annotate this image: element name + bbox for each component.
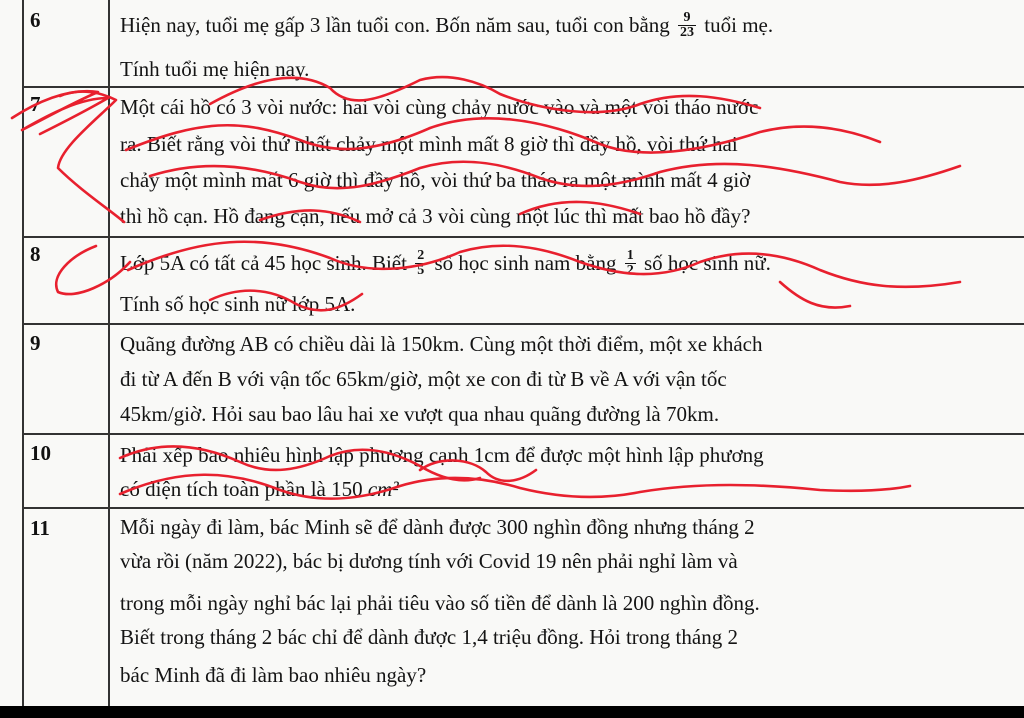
scribble-mark-problem-7-left (58, 92, 124, 222)
problem-number: 11 (30, 516, 50, 540)
text-segment: số học sinh nữ. (643, 251, 771, 275)
problem-11-line-3: trong mỗi ngày nghỉ bác lại phải tiêu vào số tiền để dành là 200 nghìn đồng. (120, 591, 760, 615)
fraction-numerator: 2 (417, 247, 425, 263)
table-left-border (22, 0, 24, 706)
problem-9-line-1: Quãng đường AB có chiều dài là 150km. Cùng một thời điểm, một xe khách (120, 332, 763, 356)
unit-cm2: cm² (367, 477, 399, 501)
problem-11-line-5: bác Minh đã đi làm bao nhiêu ngày? (120, 663, 427, 687)
problem-7-line-3: chảy một mình mất 6 giờ thì đầy hồ, vòi thứ ba tháo ra một mình mất 4 giờ (120, 168, 751, 192)
scribble-mark-problem-7-number (12, 91, 108, 134)
problem-8-line-1 (120, 247, 771, 280)
text-segment: có diện tích toàn phần là 150 (120, 477, 363, 501)
problem-9-line-2: đi từ A đến B với vận tốc 65km/giờ, một xe con đi từ B về A với vận tốc (120, 367, 727, 391)
row-divider (22, 323, 1024, 325)
scribble-mark-problem-8-left (56, 246, 130, 294)
row-divider (22, 507, 1024, 509)
fraction-denominator: 5 (417, 262, 425, 278)
table-column-divider (108, 0, 110, 706)
text-segment: Hiện nay, tuổi mẹ gấp 3 lần tuổi con. Bốn năm sau, tuổi con bằng (120, 13, 670, 37)
problem-11-line-2: vừa rồi (năm 2022), bác bị dương tính với Covid 19 nên phải nghỉ làm và (120, 549, 738, 573)
problem-number: 7 (30, 92, 41, 116)
fraction-2-5 (415, 249, 426, 278)
bottom-black-bar (0, 706, 1024, 718)
problem-11-line-4: Biết trong tháng 2 bác chỉ để dành được 1,4 triệu đồng. Hỏi trong tháng 2 (120, 625, 738, 649)
fraction-denominator: 23 (680, 24, 695, 40)
fraction-denominator: 2 (626, 262, 634, 278)
problem-7-line-2: ra. Biết rằng vòi thứ nhất chảy một mình mất 8 giờ thì đầy hồ, vòi thứ hai (120, 132, 738, 156)
problem-number: 6 (30, 8, 41, 32)
text-segment: Lớp 5A có tất cả 45 học sinh. Biết (120, 251, 407, 275)
problem-9-line-3: 45km/giờ. Hỏi sau bao lâu hai xe vượt qua nhau quãng đường là 70km. (120, 402, 720, 426)
row-divider (22, 236, 1024, 238)
problem-7-line-4: thì hồ cạn. Hồ đang cạn, nếu mở cả 3 vòi cùng một lúc thì mất bao hồ đầy? (120, 204, 751, 228)
text-segment: tuổi mẹ. (704, 13, 774, 37)
fraction-1-2 (625, 249, 636, 278)
text-segment: số học sinh nam bằng (434, 251, 617, 275)
row-divider (22, 86, 1024, 88)
problem-6-line-1 (120, 9, 774, 42)
fraction-numerator: 9 (678, 11, 696, 26)
scribble-mark-problem-8-right (780, 282, 850, 308)
problem-10-line-1: Phải xếp bao nhiêu hình lập phương cạnh 1cm để được một hình lập phương (120, 443, 764, 467)
problem-6-line-2: Tính tuổi mẹ hiện nay. (120, 57, 310, 81)
fraction-numerator: 1 (626, 247, 634, 263)
problem-7-line-1: Một cái hồ có 3 vòi nước: hai vòi cùng chảy nước vào và một vòi tháo nước (120, 95, 759, 119)
problem-number: 9 (30, 331, 41, 355)
fraction-9-23 (678, 11, 696, 40)
problem-11-line-1: Mỗi ngày đi làm, bác Minh sẽ để dành được 300 nghìn đồng nhưng tháng 2 (120, 515, 755, 539)
problem-number: 8 (30, 242, 41, 266)
problem-10-line-2 (120, 476, 399, 502)
problem-number: 10 (30, 441, 51, 465)
row-divider (22, 433, 1024, 435)
problem-8-line-2: Tính số học sinh nữ lớp 5A. (120, 292, 356, 316)
